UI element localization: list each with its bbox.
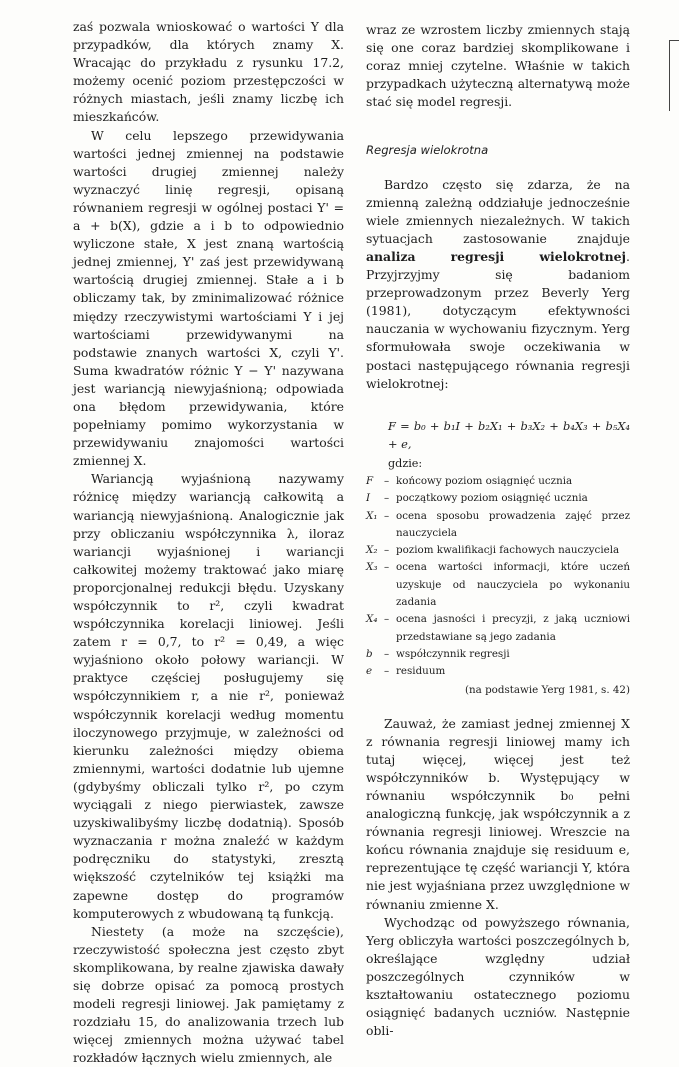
definition-item: X₁ – ocena sposobu prowadzenia zajęć przez nauczyciela — [366, 508, 630, 543]
definition-list — [366, 473, 630, 681]
left-paragraph-2: W celu lepszego przewidywania wartości jednej zmiennej na podstawie wartości drugiej zmiennej należy wyznaczyć linię regresji, opisaną równaniem regresji w ogólnej postaci Y' = a + b(X), gdzie a i b to odpowiednio wyliczone stałe, X jest znaną wartością jednej zmiennej, Y' zaś jest przewidywaną wartością drugiej zmiennej. Stałe a i b obliczamy tak, by zminimalizować różnice między rzeczywistymi wartościami Y i jej wartościami przewidywanymi na podstawie znanych wartości X, czyli Y'. Suma kwadratów różnic Y − Y' nazywana jest wariancją niewyjaśnioną; odpowiada ona błędom przewidywania, które popełniamy pomimo wykorzystania w przewidywaniu znajomości wartości zmiennej X. — [73, 127, 344, 469]
definition-symbol: X₂ — [366, 544, 378, 557]
page-edge-mark — [669, 40, 679, 111]
definition-text: współczynnik regresji — [396, 647, 510, 660]
definition-text: ocena sposobu prowadzenia zajęć przez nauczyciela — [396, 509, 630, 539]
definition-symbol: I — [366, 492, 371, 505]
right-paragraph-3: Wychodząc od powyższego równania, Yerg obliczyła wartości poszczególnych b, określające względny udział poszczególnych czynników w kształtowaniu ostatecznego poziomu osiągnięć badanych uczniów. Następnie obli- — [366, 914, 630, 1039]
right-paragraph-1 — [366, 176, 630, 393]
definition-symbol: b — [366, 647, 373, 660]
definition-text: ocena jasności i precyzji, z jaką uczniowi przedstawiane są jego zadania — [396, 613, 630, 643]
definition-item: e – residuum — [366, 663, 630, 680]
definition-item: X₄ – ocena jasności i precyzji, z jaką uczniowi przedstawiane są jego zadania — [366, 611, 630, 646]
definition-text: końcowy poziom osiągnięć ucznia — [396, 474, 573, 487]
definition-symbol: X₃ — [366, 561, 378, 574]
definition-item: X₂ – poziom kwalifikacji fachowych nauczyciela — [366, 542, 630, 559]
definition-symbol: X₁ — [366, 509, 378, 522]
where-label: gdzie: — [388, 456, 423, 470]
paragraph-text-b: . Przyjrzyjmy się badaniom przeprowadzonym przez Beverly Yerg (1981), dotyczącym efektywności nauczania w wychowaniu fizycznym. Yerg sformułowała swoje oczekiwania w postaci następującego równania regresji wielokrotnej: — [366, 248, 630, 391]
regression-formula: F = b₀ + b₁I + b₂X₁ + b₃X₂ + b₄X₃ + b₅X₄ + e, — [388, 418, 630, 451]
definition-text: residuum — [396, 665, 446, 678]
source-citation: (na podstawie Yerg 1981, s. 42) — [465, 683, 630, 696]
left-paragraph-4: Niestety (a może na szczęście), rzeczywistość społeczna jest często zbyt skomplikowana, by realne zjawiska dawały się dobrze opisać za pomocą prostych modeli regresji liniowej. Jak pamiętamy z rozdziału 15, do analizowania trzech lub więcej zmiennych można używać tabel rozkładów łącznych wielu zmiennych, ale — [73, 923, 344, 1066]
definition-item: F – końcowy poziom osiągnięć ucznia — [366, 473, 630, 490]
definition-symbol: F — [366, 474, 374, 487]
definition-text: ocena wartości informacji, które uczeń uzyskuje od nauczyciela po wykonaniu zadania — [396, 561, 630, 609]
left-column — [73, 18, 344, 1067]
paragraph-text-a: Bardzo często się zdarza, że na zmienną zależną oddziałuje jednocześnie wiele zmiennych niezależnych. W takich sytuacjach zastosowanie znajduje — [366, 176, 630, 246]
right-column — [366, 21, 630, 1040]
bold-term: analiza regresji wielokrotnej — [366, 248, 627, 264]
definition-item: I – początkowy poziom osiągnięć ucznia — [366, 490, 630, 507]
section-heading: Regresja wielokrotna — [366, 143, 489, 158]
definition-item: X₃ – ocena wartości informacji, które uczeń uzyskuje od nauczyciela po wykonaniu zadania — [366, 559, 630, 611]
definition-text: poziom kwalifikacji fachowych nauczyciela — [396, 544, 620, 557]
definition-symbol: e — [366, 665, 373, 678]
definition-symbol: X₄ — [366, 613, 378, 626]
left-paragraph-1: zaś pozwala wnioskować o wartości Y dla przypadków, dla których znamy X. Wracając do przykładu z rysunku 17.2, możemy ocenić poziom przestępczości w różnych miastach, jeśli znamy liczbę ich mieszkańców. — [73, 19, 344, 125]
definition-item: b – współczynnik regresji — [366, 646, 630, 663]
definition-text: początkowy poziom osiągnięć ucznia — [396, 492, 588, 505]
right-intro-paragraph: wraz ze wzrostem liczby zmiennych stają się one coraz bardziej skomplikowane i coraz mniej czytelne. Właśnie w takich przypadkach użyteczną alternatywą może stać się model regresji. — [366, 22, 630, 110]
right-paragraph-2: Zauważ, że zamiast jednej zmiennej X z równania regresji liniowej mamy ich tutaj więcej, więcej jest też współczynników b. Występujący w równaniu współczynnik b₀ pełni analogiczną funkcję, jak współczynnik a z równania regresji liniowej. Wreszcie na końcu równania znajduje się residuum e, reprezentujące tę część wariancji Y, która nie jest wyjaśniana przez uwzględnione w równaniu zmienne X. — [366, 715, 630, 912]
left-paragraph-3: Wariancją wyjaśnioną nazywamy różnicę między wariancją całkowitą a wariancją niewyjaśnioną. Analogicznie jak przy obliczaniu współczynnika λ, iloraz wariancji wyjaśnionej i wariancji całkowitej możemy traktować jako miarę proporcjonalnej redukcji błędu. Uzyskany współczynnik to r², czyli kwadrat współczynnika korelacji liniowej. Jeśli zatem r = 0,7, to r² = 0,49, a więc wyjaśniono około połowy wariancji. W praktyce częściej posługujemy się współczynnikiem r, a nie r², ponieważ współczynnik korelacji według momentu iloczynowego przyjmuje, w zależności od kierunku zależności między obiema zmiennymi, wartości dodatnie lub ujemne (gdybyśmy obliczali tylko r², po czym wyciągali z niego pierwiastek, zawsze uzyskiwalibyśmy liczbę dodatnią). Sposób wyznaczania r można znaleźć w każdym podręczniku do statystyki, zresztą większość czytelników tej książki ma zapewne dostęp do programów komputerowych z wbudowaną tą funkcją. — [73, 471, 344, 921]
